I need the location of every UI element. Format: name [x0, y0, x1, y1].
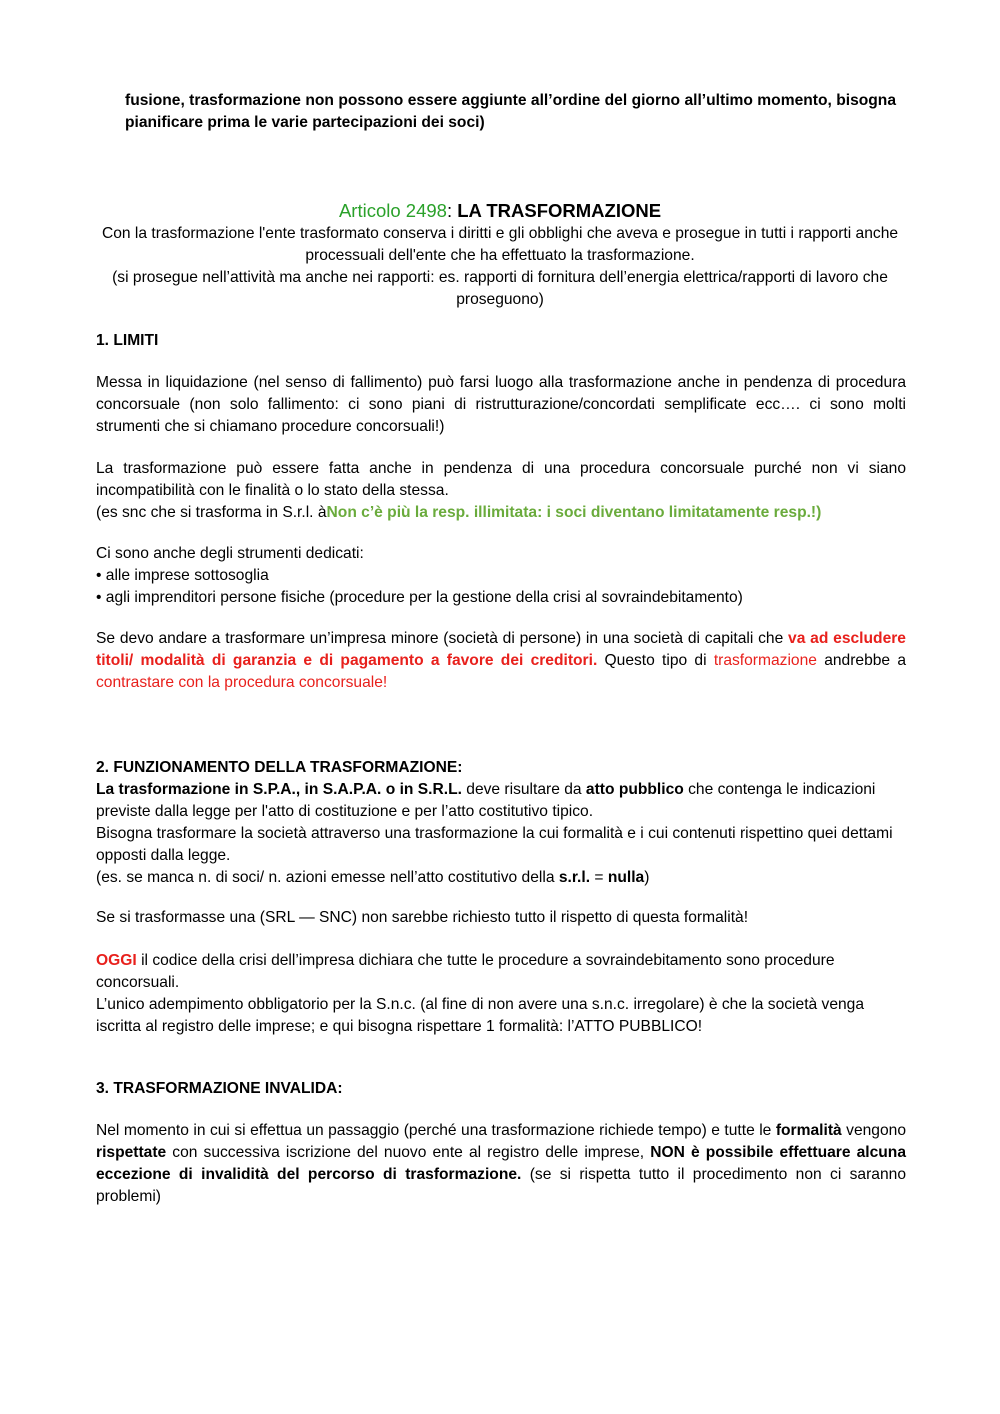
section1-paragraph-2-text: La trasformazione può essere fatta anche in pendenza di una procedura concorsuale purché non vi siano incompatibilità con le finalità o lo stato della stessa. [96, 460, 906, 499]
section3-p-g: (se si rispetta tutto il procedimento non ci saranno problemi) [96, 1166, 906, 1205]
section3-p-c: vengono [841, 1122, 906, 1139]
section1-p3-red-word: trasformazione [713, 652, 817, 669]
section2-paragraph-3 [96, 867, 906, 889]
section3-p-bold-formalita: formalità [775, 1122, 842, 1139]
section1-p3-red-end: contrastare con la procedura concorsuale! [96, 674, 388, 691]
section2-p3-bold-srl: s.r.l. [558, 869, 591, 886]
section2-oggi-block [96, 950, 906, 1038]
section1-example-prefix: (es snc che si trasforma in S.r.l. à [96, 504, 327, 521]
article-title [0, 198, 1000, 224]
section3-p-bold-non-possibile: NON è possibile effettuare alcuna eccezione di invalidità del percorso di trasformazione. [96, 1144, 907, 1183]
section2-p3-bold-nulla: nulla [607, 869, 645, 886]
section1-example-highlight: Non c’è più la resp. illimitata: i soci diventano limitatamente resp.!) [326, 504, 822, 521]
section2-paragraph-2: Bisogna trasformare la società attraverso una trasformazione la cui formalità e i cui contenuti rispettino quei dettami opposti dalla legge. [96, 825, 893, 864]
section2-p1-bold-2: atto pubblico [585, 781, 684, 798]
section2-p3-c: = [590, 869, 608, 886]
section3-heading: 3. TRASFORMAZIONE INVALIDA: [96, 1080, 343, 1097]
article-number: Articolo 2498 [338, 200, 447, 221]
section1-tools [96, 543, 906, 609]
section3-p-e: con successiva iscrizione del nuovo ente al registro delle imprese, [166, 1144, 651, 1161]
section1-tools-intro: Ci sono anche degli strumenti dedicati: [96, 545, 364, 562]
section1-p3-part-a: Se devo andare a trasformare un’impresa minore (società di persone) in una società di capitali che [96, 630, 789, 647]
article-name: LA TRASFORMAZIONE [457, 200, 662, 221]
section2-p3-e: ) [644, 869, 650, 886]
section2-paragraph-1 [96, 779, 906, 823]
intro-paragraph: fusione, trasformazione non possono essere aggiunte all’ordine del giorno all’ultimo momento, bisogna pianificare prima le varie partecipazioni dei soci) [125, 92, 896, 131]
article-definition: Con la trasformazione l'ente trasformato conserva i diritti e gli obblighi che aveva e prosegue in tutti i rapporti anche processuali dell'ente che ha effettuato la trasformazione. [101, 225, 899, 264]
article-title-separator: : [446, 200, 458, 221]
section2-p1-bold: La trasformazione in S.P.A., in S.A.P.A. o in S.R.L. [96, 781, 462, 798]
list-item: • agli imprenditori persone fisiche (procedure per la gestione della crisi al sovraindebitamento) [96, 589, 743, 606]
section2-oggi-label: OGGI [96, 952, 137, 969]
section3-p-bold-rispettate: rispettate [96, 1144, 167, 1161]
section2-p1-mid: deve risultare da [461, 781, 586, 798]
section1-heading: 1. LIMITI [96, 332, 159, 349]
section2-p5-rest: il codice della crisi dell’impresa dichiara che tutte le procedure a sovraindebitamento sono procedure concorsuali. [96, 952, 835, 991]
section2-p1-end: che contenga le indicazioni previste dalla legge per l'atto di costituzione e per l’atto costitutivo tipico. [96, 781, 876, 820]
section1-paragraph-2 [96, 458, 906, 524]
section3-p-a: Nel momento in cui si effettua un passaggio (perché una trasformazione richiede tempo) e tutte le [96, 1122, 776, 1139]
article-note: (si prosegue nell’attività ma anche nei rapporti: es. rapporti di fornitura dell’energia elettrica/rapporti di lavoro che proseguono) [112, 269, 888, 308]
section1-paragraph-3 [96, 628, 906, 694]
section2-heading: 2. FUNZIONAMENTO DELLA TRASFORMAZIONE: [96, 759, 463, 776]
section2-paragraph-4: Se si trasformasse una (SRL — SNC) non sarebbe richiesto tutto il rispetto di questa formalità! [96, 909, 749, 926]
section1-p3-part-e: andrebbe a [816, 652, 906, 669]
section3-paragraph [96, 1120, 906, 1208]
section1-p3-part-c: Questo tipo di [597, 652, 714, 669]
article-body [100, 223, 900, 311]
section2-paragraph-5 [96, 950, 906, 994]
list-item: • alle imprese sottosoglia [96, 567, 269, 584]
section1-example [96, 502, 906, 524]
section2-block [96, 757, 906, 889]
section2-paragraph-6: L’unico adempimento obbligatorio per la S.n.c. (al fine di non avere una s.n.c. irregolare) è che la società venga iscritta al registro delle imprese; e qui bisogna rispettare 1 formalità: l’ATTO PUBBLICO! [96, 996, 865, 1035]
section2-p3-a: (es. se manca n. di soci/ n. azioni emesse nell’atto costitutivo della [96, 869, 559, 886]
section1-paragraph-1: Messa in liquidazione (nel senso di fallimento) può farsi luogo alla trasformazione anche in pendenza di procedura concorsuale (non solo fallimento: ci sono piani di ristrutturazione/concordati semplificate ecc…. ci sono molti strumenti che si chiamano procedure concorsuali!) [96, 374, 906, 435]
section1-p3-red-bold: va ad escludere titoli/ modalità di garanzia e di pagamento a favore dei creditori. [96, 630, 906, 669]
